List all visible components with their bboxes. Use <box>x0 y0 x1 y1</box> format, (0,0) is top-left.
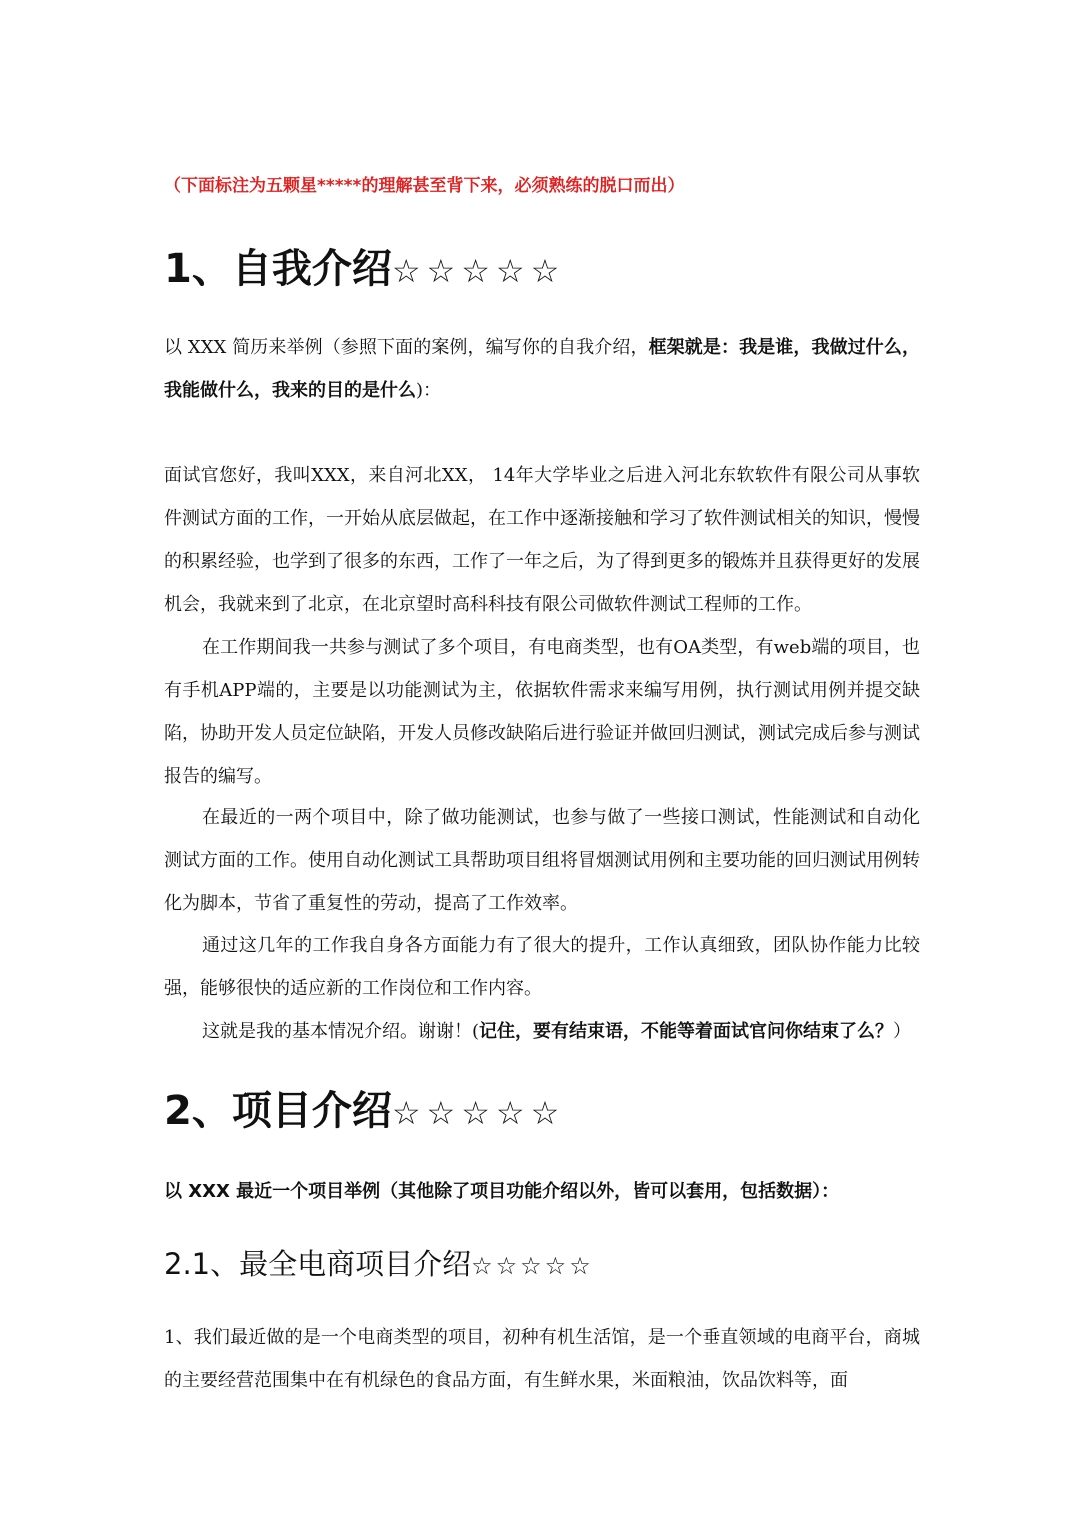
closing-end: ） <box>893 1021 912 1042</box>
closing-normal: 这就是我的基本情况介绍。谢谢！( <box>202 1021 480 1042</box>
intro-paragraph-4: 通过这几年的工作我自身各方面能力有了很大的提升，工作认真细致，团队协作能力比较强，能够很快的适应新的工作岗位和工作内容。 <box>164 935 920 999</box>
intro-paragraph-2: 在工作期间我一共参与测试了多个项目，有电商类型，也有OA类型，有web端的项目，也有手机APP端的，主要是以功能测试为主，依据软件需求来编写用例，执行测试用例并提交缺陷，协助开发人员定位缺陷，开发人员修改缺陷后进行验证并做回归测试，测试完成后参与测试报告的编写。 <box>164 637 920 787</box>
section1-title: 1、自我介绍 <box>164 246 392 292</box>
section1-stars-icon: ☆☆☆☆☆ <box>391 252 566 290</box>
intro-closing <box>164 1010 920 1053</box>
section2-title: 2、项目介绍 <box>164 1088 392 1134</box>
section1-lead-bold: 框架就是：我是谁，我做过什么，我能做什么，我来的目的是什么 <box>164 337 920 401</box>
section2-heading <box>164 1084 964 1140</box>
section1-lead <box>164 326 920 412</box>
section1-lead-normal: 以 XXX 简历来举例（参照下面的案例，编写你的自我介绍， <box>164 337 649 358</box>
section2-stars-icon: ☆☆☆☆☆ <box>391 1094 566 1132</box>
subsection-stars-icon: ☆☆☆☆☆ <box>471 1252 594 1280</box>
section2-lead: 以 XXX 最近一个项目举例（其他除了项目功能介绍以外，皆可以套用，包括数据）： <box>164 1181 840 1202</box>
intro-paragraph-3: 在最近的一两个项目中，除了做功能测试，也参与做了一些接口测试，性能测试和自动化测试方面的工作。使用自动化测试工具帮助项目组将冒烟测试用例和主要功能的回归测试用例转化为脚本，节省了重复性的劳动，提高了工作效率。 <box>164 807 920 914</box>
section1-lead-end: )： <box>416 380 442 401</box>
project-paragraph-1: 1、我们最近做的是一个电商类型的项目，初种有机生活馆，是一个垂直领域的电商平台，商城的主要经营范围集中在有机绿色的食品方面，有生鲜水果，米面粮油，饮品饮料等，面 <box>164 1327 920 1391</box>
section1-heading <box>164 242 964 298</box>
closing-bold: 记住，要有结束语，不能等着面试官问你结束了么？ <box>479 1021 894 1042</box>
subsection-heading <box>164 1244 964 1286</box>
memorize-note: （下面标注为五颗星*****的理解甚至背下来，必须熟练的脱口而出） <box>164 176 685 196</box>
subsection-title: 2.1、最全电商项目介绍 <box>164 1247 472 1281</box>
intro-paragraph-1: 面试官您好，我叫XXX，来自河北XX， 14年大学毕业之后进入河北东软软件有限公司从事软件测试方面的工作，一开始从底层做起，在工作中逐渐接触和学习了软件测试相关的知识，慢慢的积累经验，也学到了很多的东西，工作了一年之后，为了得到更多的锻炼并且获得更好的发展机会，我就来到了北京，在北京望时高科科技有限公司做软件测试工程师的工作。 <box>164 465 920 615</box>
